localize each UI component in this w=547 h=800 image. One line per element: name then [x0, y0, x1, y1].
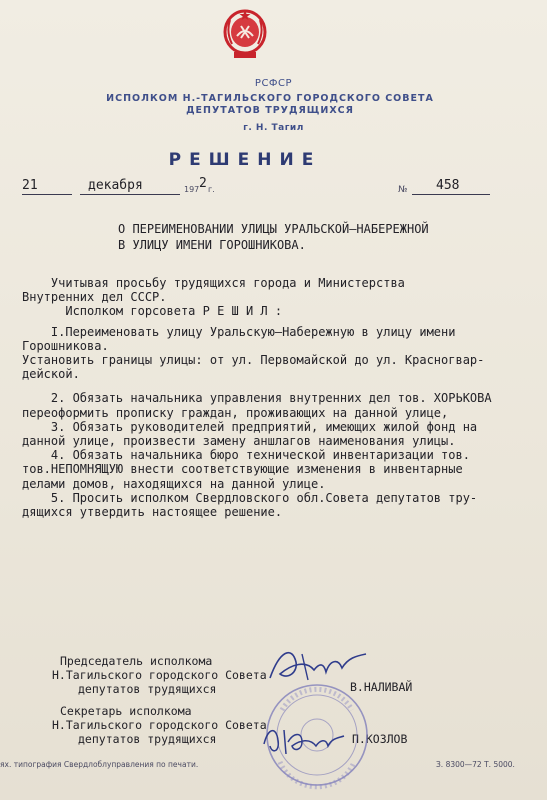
- print-order-number: З. 8300—72 Т. 5000.: [436, 760, 515, 769]
- body-line: 3. Обязать руководителей предприятий, имеющих жилой фонд на: [22, 419, 478, 434]
- secretary-title-line3: депутатов трудящихся: [78, 732, 217, 746]
- body-line: Учитывая просьбу трудящихся города и Министерства: [22, 276, 405, 290]
- body-line: переоформить прописку граждан, проживающих на данной улице,: [22, 405, 449, 420]
- number-underline: [412, 194, 490, 195]
- body-line: I.Переименовать улицу Уральскую–Набережную в улицу имени: [22, 324, 456, 339]
- body-line: дейской.: [22, 367, 80, 382]
- body-line: данной улице, произвести замену аншлагов наименования улицы.: [22, 434, 456, 449]
- body-line: Установить границы улицы: от ул. Первомайской до ул. Красногвар-: [22, 353, 485, 368]
- chair-title-line1: Председатель исполкома: [60, 654, 213, 668]
- subject-line2: В УЛИЦУ ИМЕНИ ГОРОШНИКОВА.: [118, 238, 306, 252]
- printer-imprint: ях. типография Свердлоблуправления по печати.: [0, 760, 199, 769]
- city-label: г. Н. Тагил: [243, 123, 304, 133]
- body-line: Горошникова.: [22, 338, 109, 353]
- date-month-underline: [80, 194, 180, 195]
- document-type-title: РЕШЕНИЕ: [168, 150, 322, 170]
- body-line: тов.НЕПОМНЯЩУЮ внести соответствующие изменения в инвентарные: [22, 462, 463, 477]
- rsfsr-coat-of-arms-icon: [222, 8, 268, 62]
- date-year-prefix: 197: [184, 185, 200, 194]
- resolution-heading: Исполком горсовета Р Е Ш И Л :: [22, 304, 283, 319]
- body-line: 4. Обязать начальника бюро технической инвентаризации тов.: [22, 448, 470, 463]
- body-line: 5. Просить исполком Свердловского обл.Совета депутатов тру-: [22, 490, 478, 505]
- decision-number: 458: [436, 178, 460, 193]
- secretary-title-line1: Секретарь исполкома: [60, 704, 192, 718]
- chair-name: В.НАЛИВАЙ: [350, 680, 413, 694]
- date-day: 21: [22, 178, 38, 193]
- secretary-title-line2: Н.Тагильского городского Совета: [52, 718, 267, 732]
- decision-body: [22, 276, 492, 519]
- date-year-suffix: 2: [199, 176, 207, 191]
- body-line: дящихся утвердить настоящее решение.: [22, 505, 283, 520]
- date-year-abbr: г.: [208, 185, 215, 194]
- body-line: 2. Обязать начальника управления внутренних дел тов. ХОРЬКОВА: [22, 391, 492, 406]
- secretary-name: П.КОЗЛОВ: [352, 732, 408, 746]
- subject-line1: О ПЕРЕИМЕНОВАНИИ УЛИЦЫ УРАЛЬСКОЙ–НАБЕРЕЖНОЙ: [118, 222, 429, 236]
- council-name-line1: ИСПОЛКОМ Н.-ТАГИЛЬСКОГО ГОРОДСКОГО СОВЕТА: [106, 93, 434, 104]
- chair-title-line3: депутатов трудящихся: [78, 682, 217, 696]
- body-line: Внутренних дел СССР.: [22, 290, 167, 305]
- date-month: декабря: [88, 178, 143, 193]
- date-day-underline: [22, 194, 72, 195]
- council-name-line2: ДЕПУТАТОВ ТРУДЯЩИХСЯ: [186, 105, 354, 116]
- republic-label: РСФСР: [254, 78, 293, 89]
- body-line: делами домов, находящихся на данной улице.: [22, 476, 326, 491]
- chair-title-line2: Н.Тагильского городского Совета: [52, 668, 267, 682]
- number-sign: №: [398, 185, 408, 195]
- secretary-signature: [258, 720, 348, 760]
